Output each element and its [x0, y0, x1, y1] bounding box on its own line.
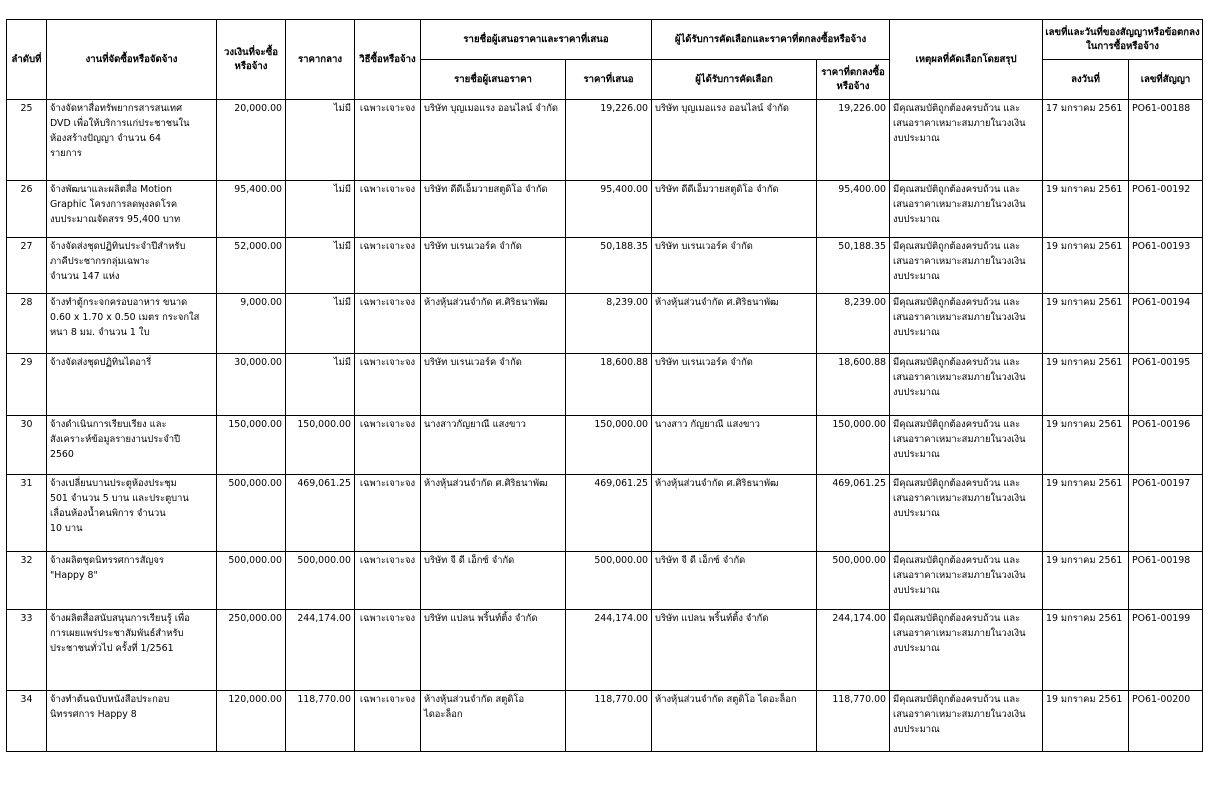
cell-bidder-name: บริษัท บเรนเวอร์ค จำกัด [421, 354, 566, 416]
cell-budget: 120,000.00 [217, 691, 286, 752]
cell-item [47, 181, 217, 238]
cell-contract-date: 19 มกราคม 2561 [1043, 691, 1129, 752]
cell-contract-no: PO61-00196 [1129, 416, 1203, 475]
reason-line: งบประมาณ [893, 643, 940, 654]
cell-seq: 30 [7, 416, 47, 475]
reason-line: งบประมาณ [893, 271, 940, 282]
cell-item [47, 691, 217, 752]
cell-contract-date: 19 มกราคม 2561 [1043, 238, 1129, 294]
cell-budget: 30,000.00 [217, 354, 286, 416]
item-line: 0.60 x 1.70 x 0.50 เมตร กระจกใส [50, 312, 200, 323]
cell-bid-price: 8,239.00 [566, 294, 652, 354]
cell-bidder-name: บริษัท แปลน พริ้นท์ติ้ง จำกัด [421, 610, 566, 691]
cell-method: เฉพาะเจาะจง [355, 691, 421, 752]
cell-item [47, 475, 217, 552]
item-line: การเผยแพร่ประชาสัมพันธ์สำหรับ [50, 628, 184, 639]
cell-contract-no: PO61-00198 [1129, 552, 1203, 610]
cell-agreed-price: 150,000.00 [817, 416, 890, 475]
header-reason: เหตุผลที่คัดเลือกโดยสรุป [890, 20, 1043, 100]
reason-line: มีคุณสมบัติถูกต้องครบถ้วน และ [893, 419, 1021, 430]
reason-line: งบประมาณ [893, 508, 940, 519]
cell-contract-no: PO61-00194 [1129, 294, 1203, 354]
cell-seq: 26 [7, 181, 47, 238]
cell-bidder-name: ห้างหุ้นส่วนจำกัด ศ.ศิริธนาพัฒ [421, 294, 566, 354]
reason-line: มีคุณสมบัติถูกต้องครบถ้วน และ [893, 613, 1021, 624]
item-line: จ้างเปลี่ยนบานประตูห้องประชุม [50, 478, 177, 489]
cell-seq: 25 [7, 100, 47, 181]
header-winner-name: ผู้ได้รับการคัดเลือก [652, 60, 817, 100]
cell-method: เฉพาะเจาะจง [355, 416, 421, 475]
cell-bid-price: 95,400.00 [566, 181, 652, 238]
header-agreed-price: ราคาที่ตกลงซื้อหรือจ้าง [817, 60, 890, 100]
cell-bid-price: 19,226.00 [566, 100, 652, 181]
cell-bidder-name: ห้างหุ้นส่วนจำกัด สตูดิโอ ไดอะล็อก [421, 691, 566, 752]
cell-method: เฉพาะเจาะจง [355, 354, 421, 416]
item-line: 2560 [50, 449, 74, 460]
cell-method: เฉพาะเจาะจง [355, 238, 421, 294]
reason-line: มีคุณสมบัติถูกต้องครบถ้วน และ [893, 694, 1021, 705]
item-line: จ้างพัฒนาและผลิตสื่อ Motion [50, 184, 172, 195]
cell-median-price: ไม่มี [286, 238, 355, 294]
cell-seq: 31 [7, 475, 47, 552]
cell-reason [890, 100, 1043, 181]
reason-line: มีคุณสมบัติถูกต้องครบถ้วน และ [893, 103, 1021, 114]
cell-seq: 34 [7, 691, 47, 752]
cell-bidder-name: นางสาวกัญยาณี แสงขาว [421, 416, 566, 475]
cell-bid-price: 50,188.35 [566, 238, 652, 294]
reason-line: เสนอราคาเหมาะสมภายในวงเงิน [893, 434, 1026, 445]
cell-seq: 33 [7, 610, 47, 691]
header-budget: วงเงินที่จะซื้อหรือจ้าง [217, 20, 286, 100]
cell-reason [890, 416, 1043, 475]
cell-item [47, 610, 217, 691]
header-contract-no: เลขที่สัญญา [1129, 60, 1203, 100]
cell-winner-name: นางสาว กัญยาณี แสงขาว [652, 416, 817, 475]
cell-contract-no: PO61-00200 [1129, 691, 1203, 752]
reason-line: เสนอราคาเหมาะสมภายในวงเงิน [893, 570, 1026, 581]
reason-line: งบประมาณ [893, 724, 940, 735]
reason-line: เสนอราคาเหมาะสมภายในวงเงิน [893, 118, 1026, 129]
item-line: รายการ [50, 148, 82, 159]
cell-method: เฉพาะเจาะจง [355, 181, 421, 238]
cell-item [47, 294, 217, 354]
cell-winner-name: บริษัท บเรนเวอร์ค จำกัด [652, 238, 817, 294]
cell-winner-name: บริษัท ดีดีเอ็มวายสตูดิโอ จำกัด [652, 181, 817, 238]
reason-line: เสนอราคาเหมาะสมภายในวงเงิน [893, 256, 1026, 267]
reason-line: เสนอราคาเหมาะสมภายในวงเงิน [893, 628, 1026, 639]
cell-winner-name: บริษัท บุญเมอแรง ออนไลน์ จำกัด [652, 100, 817, 181]
item-line: Graphic โครงการลดพุงลดโรค [50, 199, 178, 210]
cell-contract-no: PO61-00195 [1129, 354, 1203, 416]
table-row [7, 354, 1203, 416]
cell-budget: 9,000.00 [217, 294, 286, 354]
header-item: งานที่จัดซื้อหรือจัดจ้าง [47, 20, 217, 100]
reason-line: เสนอราคาเหมาะสมภายในวงเงิน [893, 199, 1026, 210]
cell-bidder-name: บริษัท จี ดี เอ็กซ์ จำกัด [421, 552, 566, 610]
cell-reason [890, 294, 1043, 354]
item-line: จ้างทำตู้กระจกครอบอาหาร ขนาด [50, 297, 188, 308]
cell-method: เฉพาะเจาะจง [355, 610, 421, 691]
reason-line: เสนอราคาเหมาะสมภายในวงเงิน [893, 709, 1026, 720]
item-line: จ้างผลิตชุดนิทรรศการสัญจร [50, 555, 164, 566]
item-line: สังเคราะห์ข้อมูลรายงานประจำปี [50, 434, 181, 445]
cell-reason [890, 691, 1043, 752]
cell-item [47, 416, 217, 475]
reason-line: มีคุณสมบัติถูกต้องครบถ้วน และ [893, 357, 1021, 368]
table-row [7, 238, 1203, 294]
cell-bid-price: 150,000.00 [566, 416, 652, 475]
table-row [7, 610, 1203, 691]
cell-budget: 20,000.00 [217, 100, 286, 181]
table-header [7, 20, 1203, 100]
table-row [7, 100, 1203, 181]
cell-contract-date: 19 มกราคม 2561 [1043, 181, 1129, 238]
cell-bid-price: 18,600.88 [566, 354, 652, 416]
cell-method: เฉพาะเจาะจง [355, 475, 421, 552]
item-line: งบประมาณจัดสรร 95,400 บาท [50, 214, 181, 225]
cell-bidder-name: บริษัท บุญเมอแรง ออนไลน์ จำกัด [421, 100, 566, 181]
cell-contract-date: 17 มกราคม 2561 [1043, 100, 1129, 181]
cell-agreed-price: 95,400.00 [817, 181, 890, 238]
cell-item [47, 238, 217, 294]
reason-line: งบประมาณ [893, 585, 940, 596]
header-winner-group: ผู้ได้รับการคัดเลือกและราคาที่ตกลงซื้อหรือจ้าง [652, 20, 890, 60]
cell-agreed-price: 8,239.00 [817, 294, 890, 354]
cell-budget: 500,000.00 [217, 475, 286, 552]
cell-budget: 500,000.00 [217, 552, 286, 610]
item-line: DVD เพื่อให้บริการแก่ประชาชนใน [50, 118, 190, 129]
cell-item [47, 100, 217, 181]
reason-line: มีคุณสมบัติถูกต้องครบถ้วน และ [893, 555, 1021, 566]
cell-contract-date: 19 มกราคม 2561 [1043, 475, 1129, 552]
cell-reason [890, 238, 1043, 294]
table-row [7, 416, 1203, 475]
cell-contract-no: PO61-00193 [1129, 238, 1203, 294]
cell-winner-name: ห้างหุ้นส่วนจำกัด ศ.ศิริธนาพัฒ [652, 294, 817, 354]
cell-contract-date: 19 มกราคม 2561 [1043, 294, 1129, 354]
reason-line: มีคุณสมบัติถูกต้องครบถ้วน และ [893, 297, 1021, 308]
cell-winner-name: บริษัท แปลน พริ้นท์ติ้ง จำกัด [652, 610, 817, 691]
item-line: ประชาชนทั่วไป ครั้งที่ 1/2561 [50, 643, 174, 654]
item-line: 501 จำนวน 5 บาน และประตูบาน [50, 493, 189, 504]
cell-reason [890, 181, 1043, 238]
cell-method: เฉพาะเจาะจง [355, 552, 421, 610]
header-method: วิธีซื้อหรือจ้าง [355, 20, 421, 100]
reason-line: งบประมาณ [893, 327, 940, 338]
cell-agreed-price: 18,600.88 [817, 354, 890, 416]
item-line: "Happy 8" [50, 570, 98, 581]
cell-reason [890, 552, 1043, 610]
reason-line: มีคุณสมบัติถูกต้องครบถ้วน และ [893, 241, 1021, 252]
item-line: จ้างจัดส่งชุดปฏิทินประจำปีสำหรับ [50, 241, 186, 252]
cell-median-price: ไม่มี [286, 294, 355, 354]
header-bidder-name: รายชื่อผู้เสนอราคา [421, 60, 566, 100]
cell-agreed-price: 469,061.25 [817, 475, 890, 552]
cell-seq: 28 [7, 294, 47, 354]
cell-winner-name: บริษัท บเรนเวอร์ค จำกัด [652, 354, 817, 416]
item-line: จ้างจัดหาสื่อทรัพยากรสารสนเทศ [50, 103, 183, 114]
header-median-price: ราคากลาง [286, 20, 355, 100]
header-contract-group: เลขที่และวันที่ของสัญญาหรือข้อตกลงในการซื้อหรือจ้าง [1043, 20, 1203, 60]
header-seq: ลำดับที่ [7, 20, 47, 100]
header-bidders-group: รายชื่อผู้เสนอราคาและราคาที่เสนอ [421, 20, 652, 60]
cell-bid-price: 500,000.00 [566, 552, 652, 610]
cell-median-price: 150,000.00 [286, 416, 355, 475]
reason-line: เสนอราคาเหมาะสมภายในวงเงิน [893, 372, 1026, 383]
item-line: จ้างผลิตสื่อสนับสนุนการเรียนรู้ เพื่อ [50, 613, 190, 624]
cell-winner-name: ห้างหุ้นส่วนจำกัด ศ.ศิริธนาพัฒ [652, 475, 817, 552]
cell-item [47, 552, 217, 610]
cell-reason [890, 354, 1043, 416]
item-line: 10 บาน [50, 523, 83, 534]
procurement-table [6, 19, 1203, 752]
cell-contract-no: PO61-00197 [1129, 475, 1203, 552]
reason-line: งบประมาณ [893, 133, 940, 144]
cell-median-price: ไม่มี [286, 181, 355, 238]
cell-bidder-name: ห้างหุ้นส่วนจำกัด ศ.ศิริธนาพัฒ [421, 475, 566, 552]
reason-line: งบประมาณ [893, 214, 940, 225]
cell-budget: 95,400.00 [217, 181, 286, 238]
cell-contract-date: 19 มกราคม 2561 [1043, 552, 1129, 610]
item-line: ห้องสร้างปัญญา จำนวน 64 [50, 133, 161, 144]
cell-median-price: 500,000.00 [286, 552, 355, 610]
cell-median-price: 118,770.00 [286, 691, 355, 752]
cell-median-price: ไม่มี [286, 354, 355, 416]
cell-agreed-price: 118,770.00 [817, 691, 890, 752]
cell-seq: 29 [7, 354, 47, 416]
table-row [7, 552, 1203, 610]
table-row [7, 181, 1203, 238]
cell-contract-no: PO61-00188 [1129, 100, 1203, 181]
cell-budget: 250,000.00 [217, 610, 286, 691]
cell-contract-date: 19 มกราคม 2561 [1043, 416, 1129, 475]
cell-median-price: 469,061.25 [286, 475, 355, 552]
reason-line: งบประมาณ [893, 449, 940, 460]
cell-bidder-name: บริษัท บเรนเวอร์ค จำกัด [421, 238, 566, 294]
reason-line: เสนอราคาเหมาะสมภายในวงเงิน [893, 493, 1026, 504]
cell-bid-price: 244,174.00 [566, 610, 652, 691]
table-row [7, 294, 1203, 354]
cell-seq: 32 [7, 552, 47, 610]
cell-median-price: 244,174.00 [286, 610, 355, 691]
cell-reason [890, 610, 1043, 691]
item-line: จ้างทำต้นฉบับหนังสือประกอบ [50, 694, 170, 705]
item-line: เลื่อนห้องน้ำคนพิการ จำนวน [50, 508, 166, 519]
cell-budget: 150,000.00 [217, 416, 286, 475]
cell-contract-date: 19 มกราคม 2561 [1043, 354, 1129, 416]
cell-median-price: ไม่มี [286, 100, 355, 181]
cell-bidder-name: บริษัท ดีดีเอ็มวายสตูดิโอ จำกัด [421, 181, 566, 238]
table-body [7, 100, 1203, 752]
table-row [7, 475, 1203, 552]
reason-line: เสนอราคาเหมาะสมภายในวงเงิน [893, 312, 1026, 323]
item-line: จ้างจัดส่งชุดปฏิทินไดอารี่ [50, 357, 152, 368]
cell-bid-price: 118,770.00 [566, 691, 652, 752]
item-line: ภาคีประชากรกลุ่มเฉพาะ [50, 256, 150, 267]
cell-agreed-price: 244,174.00 [817, 610, 890, 691]
cell-agreed-price: 500,000.00 [817, 552, 890, 610]
cell-agreed-price: 50,188.35 [817, 238, 890, 294]
table-row [7, 691, 1203, 752]
cell-item [47, 354, 217, 416]
cell-contract-no: PO61-00199 [1129, 610, 1203, 691]
header-bid-price: ราคาที่เสนอ [566, 60, 652, 100]
reason-line: งบประมาณ [893, 387, 940, 398]
procurement-report [6, 19, 1203, 752]
cell-winner-name: ห้างหุ้นส่วนจำกัด สตูดิโอ ไดอะล็อก [652, 691, 817, 752]
cell-method: เฉพาะเจาะจง [355, 100, 421, 181]
item-line: หนา 8 มม. จำนวน 1 ใบ [50, 327, 150, 338]
cell-agreed-price: 19,226.00 [817, 100, 890, 181]
cell-budget: 52,000.00 [217, 238, 286, 294]
item-line: จำนวน 147 แห่ง [50, 271, 120, 282]
cell-contract-date: 19 มกราคม 2561 [1043, 610, 1129, 691]
item-line: จ้างดำเนินการเรียบเรียง และ [50, 419, 167, 430]
header-contract-date: ลงวันที่ [1043, 60, 1129, 100]
item-line: นิทรรศการ Happy 8 [50, 709, 137, 720]
cell-reason [890, 475, 1043, 552]
cell-winner-name: บริษัท จี ดี เอ็กซ์ จำกัด [652, 552, 817, 610]
cell-method: เฉพาะเจาะจง [355, 294, 421, 354]
reason-line: มีคุณสมบัติถูกต้องครบถ้วน และ [893, 184, 1021, 195]
cell-bid-price: 469,061.25 [566, 475, 652, 552]
reason-line: มีคุณสมบัติถูกต้องครบถ้วน และ [893, 478, 1021, 489]
cell-contract-no: PO61-00192 [1129, 181, 1203, 238]
cell-seq: 27 [7, 238, 47, 294]
